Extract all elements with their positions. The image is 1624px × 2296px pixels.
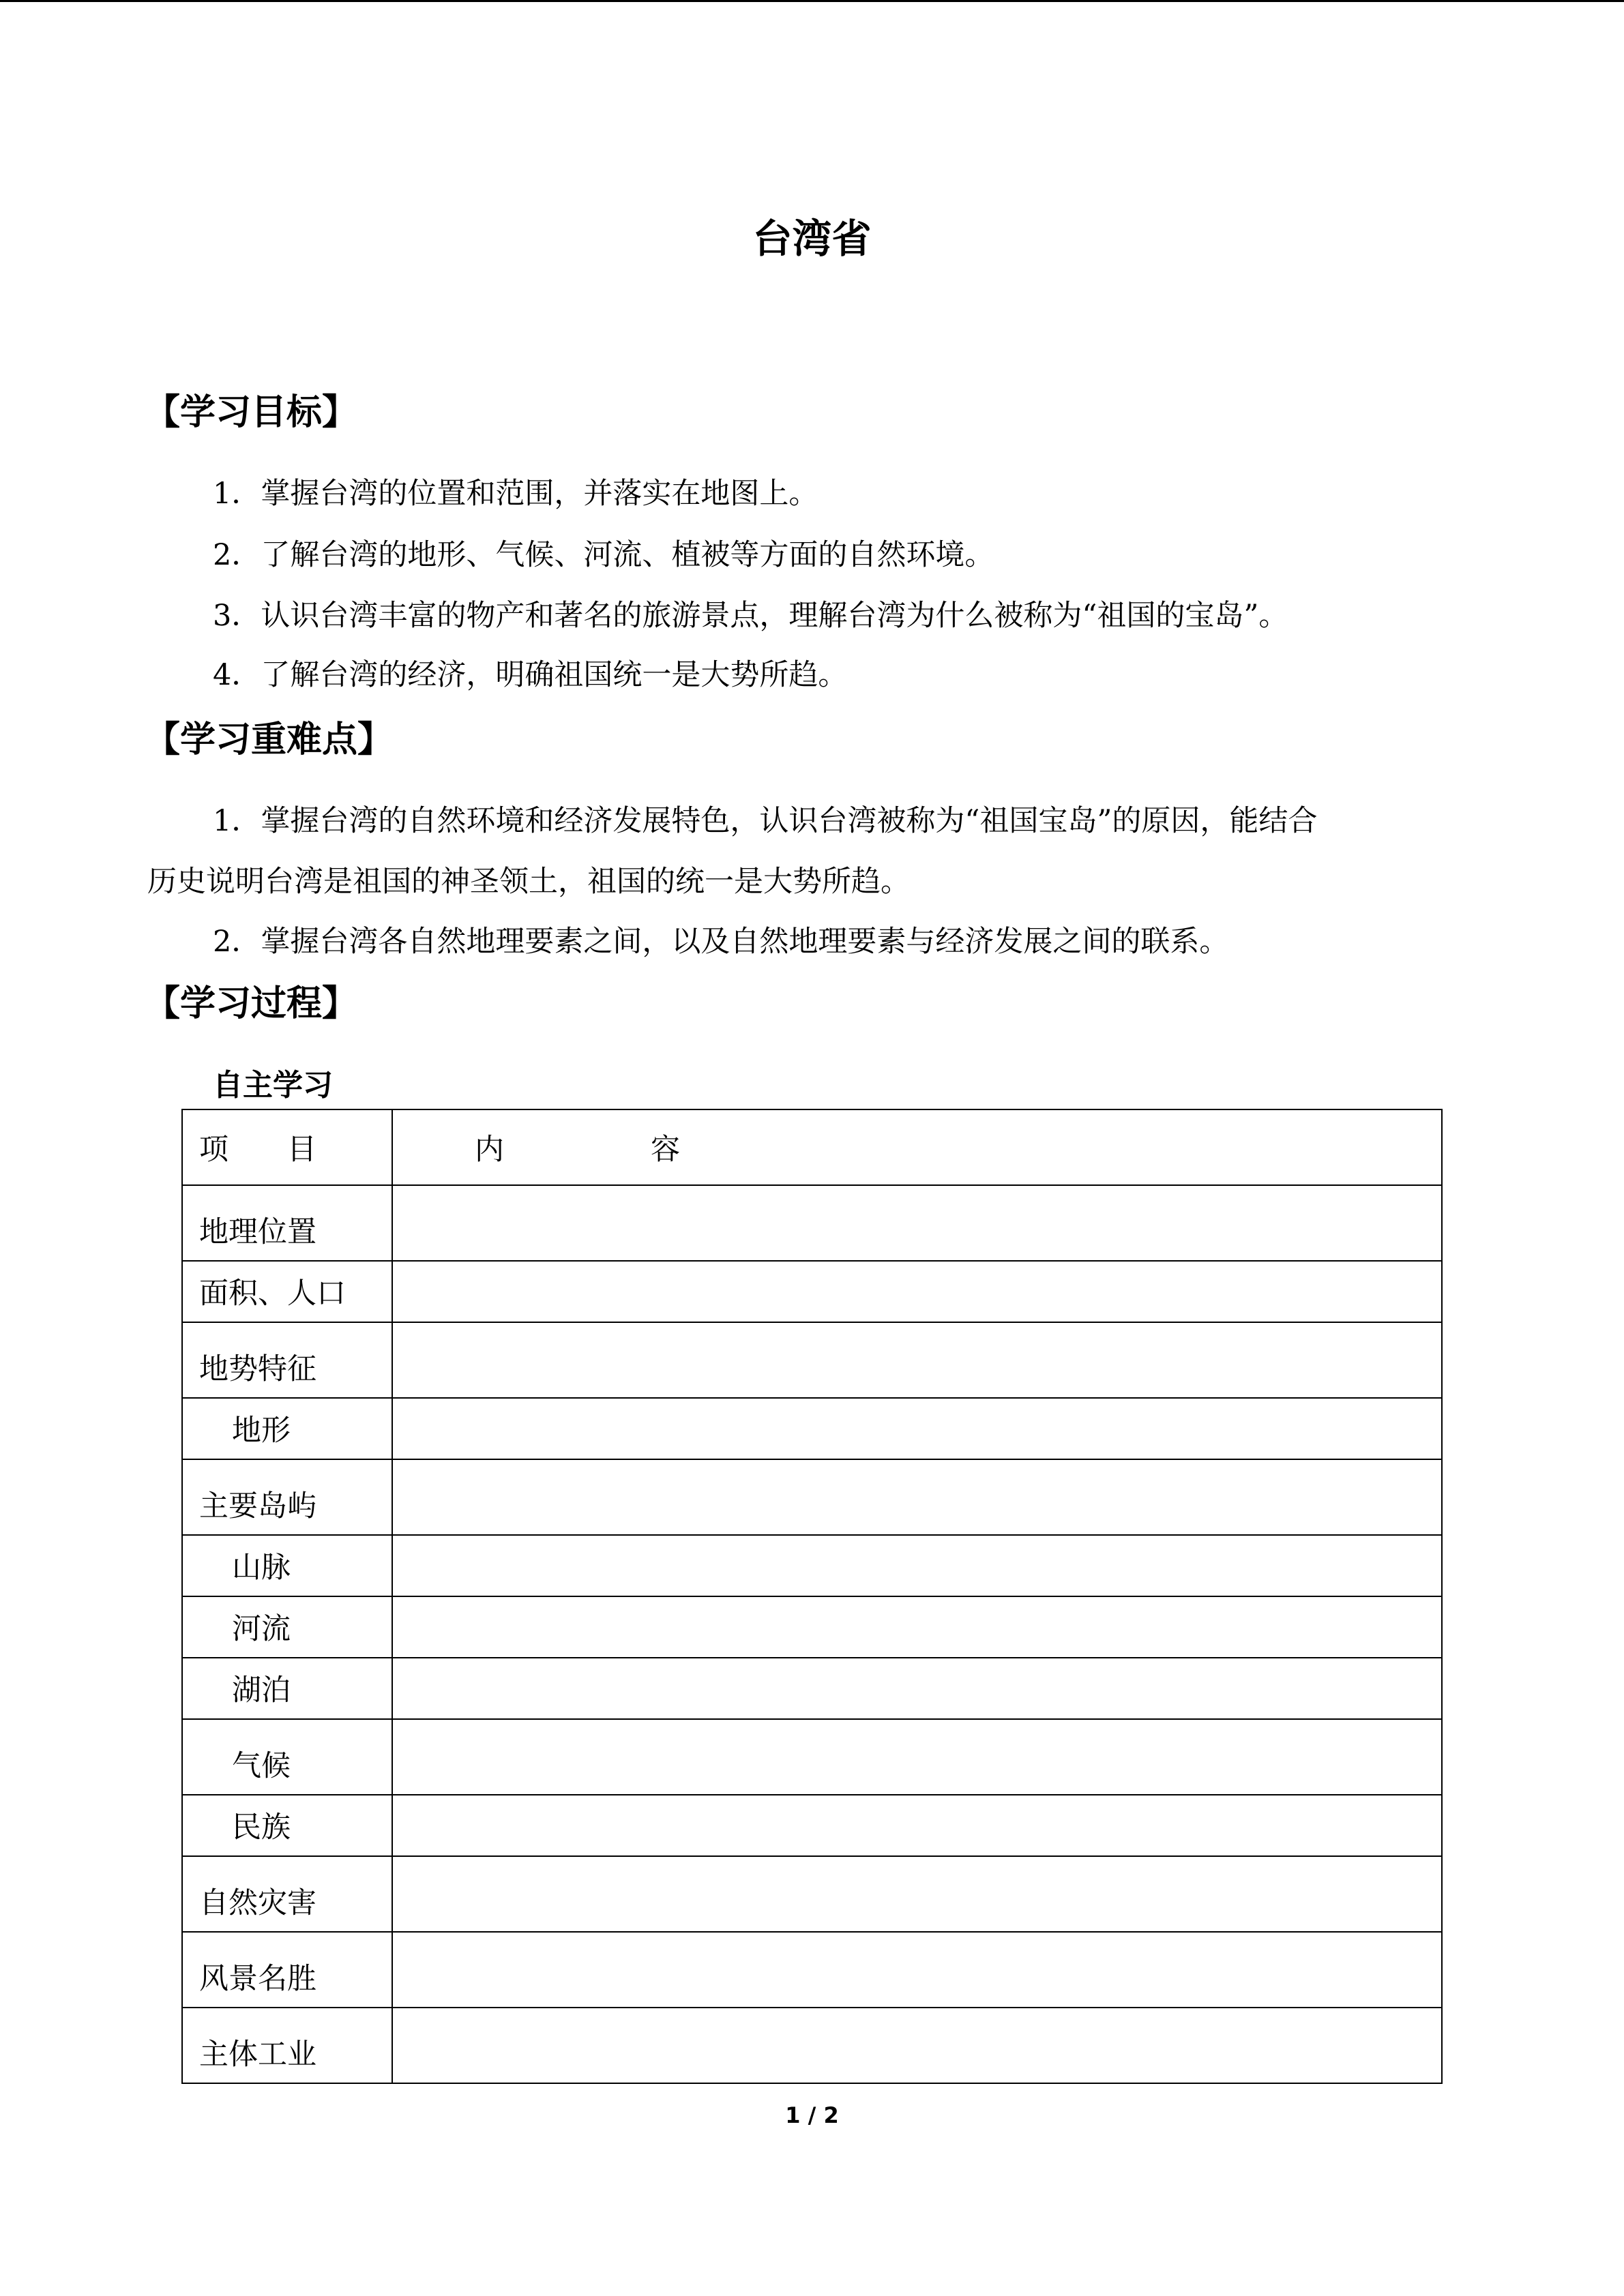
row-label: 河流 <box>232 1612 291 1646</box>
row-label: 主要岛屿 <box>199 1489 316 1523</box>
row-label-cell <box>182 1719 392 1795</box>
page-title: 台湾省 <box>752 215 872 262</box>
row-label-cell <box>182 1932 392 2008</box>
row-label: 地形 <box>232 1414 291 1448</box>
row-content-cell[interactable] <box>392 1719 1442 1795</box>
row-label: 自然灾害 <box>199 1886 316 1920</box>
key-point-1-line-1: 1．掌握台湾的自然环境和经济发展特色，认识台湾被称为“祖国宝岛”的原因，能结合 <box>213 804 1318 838</box>
row-label: 面积、人口 <box>199 1277 346 1311</box>
self-study-heading: 自主学习 <box>213 1068 333 1103</box>
row-label: 气候 <box>232 1749 291 1783</box>
self-study-table <box>181 1109 1443 2084</box>
row-content-cell[interactable] <box>392 1596 1442 1658</box>
row-content-cell[interactable] <box>392 1856 1442 1932</box>
table-header-row <box>182 1109 1442 1185</box>
table-row <box>182 1658 1442 1719</box>
row-label: 风景名胜 <box>199 1962 316 1996</box>
row-content-cell[interactable] <box>392 1185 1442 1261</box>
row-label-cell <box>182 2008 392 2083</box>
objectives-heading: 【学习目标】 <box>145 392 358 433</box>
row-content-cell[interactable] <box>392 1261 1442 1322</box>
row-label: 山脉 <box>232 1551 291 1585</box>
page-number: 1 / 2 <box>785 2102 839 2128</box>
key-points-heading: 【学习重难点】 <box>145 719 394 760</box>
row-content-cell[interactable] <box>392 1398 1442 1459</box>
table-row <box>182 1856 1442 1932</box>
table-row <box>182 1398 1442 1459</box>
row-content-cell[interactable] <box>392 1535 1442 1596</box>
header-content-cell <box>392 1109 1442 1185</box>
table-row <box>182 1596 1442 1658</box>
row-label-cell <box>182 1658 392 1719</box>
row-label-cell <box>182 1535 392 1596</box>
row-label: 地理位置 <box>199 1215 316 1249</box>
row-content-cell[interactable] <box>392 1932 1442 2008</box>
row-content-cell[interactable] <box>392 2008 1442 2083</box>
row-label: 湖泊 <box>232 1673 291 1708</box>
table-row <box>182 1535 1442 1596</box>
row-label-cell <box>182 1398 392 1459</box>
row-label-cell <box>182 1459 392 1535</box>
row-label: 民族 <box>232 1810 291 1845</box>
table-row <box>182 1185 1442 1261</box>
row-label: 地势特征 <box>199 1352 316 1386</box>
table-row <box>182 1261 1442 1322</box>
key-point-2: 2．掌握台湾各自然地理要素之间，以及自然地理要素与经济发展之间的联系。 <box>213 925 1229 959</box>
top-border-line <box>0 0 1624 2</box>
row-label-cell <box>182 1856 392 1932</box>
row-label: 主体工业 <box>199 2038 316 2072</box>
row-label-cell <box>182 1185 392 1261</box>
row-label-cell <box>182 1596 392 1658</box>
objective-item-2: 2．了解台湾的地形、气候、河流、植被等方面的自然环境。 <box>213 538 994 572</box>
table-row <box>182 1719 1442 1795</box>
table-row <box>182 2008 1442 2083</box>
row-label-cell <box>182 1795 392 1856</box>
process-heading: 【学习过程】 <box>145 983 358 1024</box>
row-label-cell <box>182 1322 392 1398</box>
objective-item-1: 1．掌握台湾的位置和范围，并落实在地图上。 <box>213 477 818 511</box>
objective-item-4: 4．了解台湾的经济，明确祖国统一是大势所趋。 <box>213 658 848 692</box>
key-point-1-line-2: 历史说明台湾是祖国的神圣领土，祖国的统一是大势所趋。 <box>147 865 910 899</box>
row-content-cell[interactable] <box>392 1459 1442 1535</box>
table-row <box>182 1795 1442 1856</box>
objective-item-3: 3．认识台湾丰富的物产和著名的旅游景点，理解台湾为什么被称为“祖国的宝岛”。 <box>213 599 1288 633</box>
row-content-cell[interactable] <box>392 1658 1442 1719</box>
table-row <box>182 1322 1442 1398</box>
header-content-label: 内 容 <box>475 1133 680 1167</box>
row-label-cell <box>182 1261 392 1322</box>
table-row <box>182 1932 1442 2008</box>
row-content-cell[interactable] <box>392 1322 1442 1398</box>
row-content-cell[interactable] <box>392 1795 1442 1856</box>
header-item-cell <box>182 1109 392 1185</box>
table-row <box>182 1459 1442 1535</box>
header-item-label: 项 目 <box>199 1133 316 1167</box>
